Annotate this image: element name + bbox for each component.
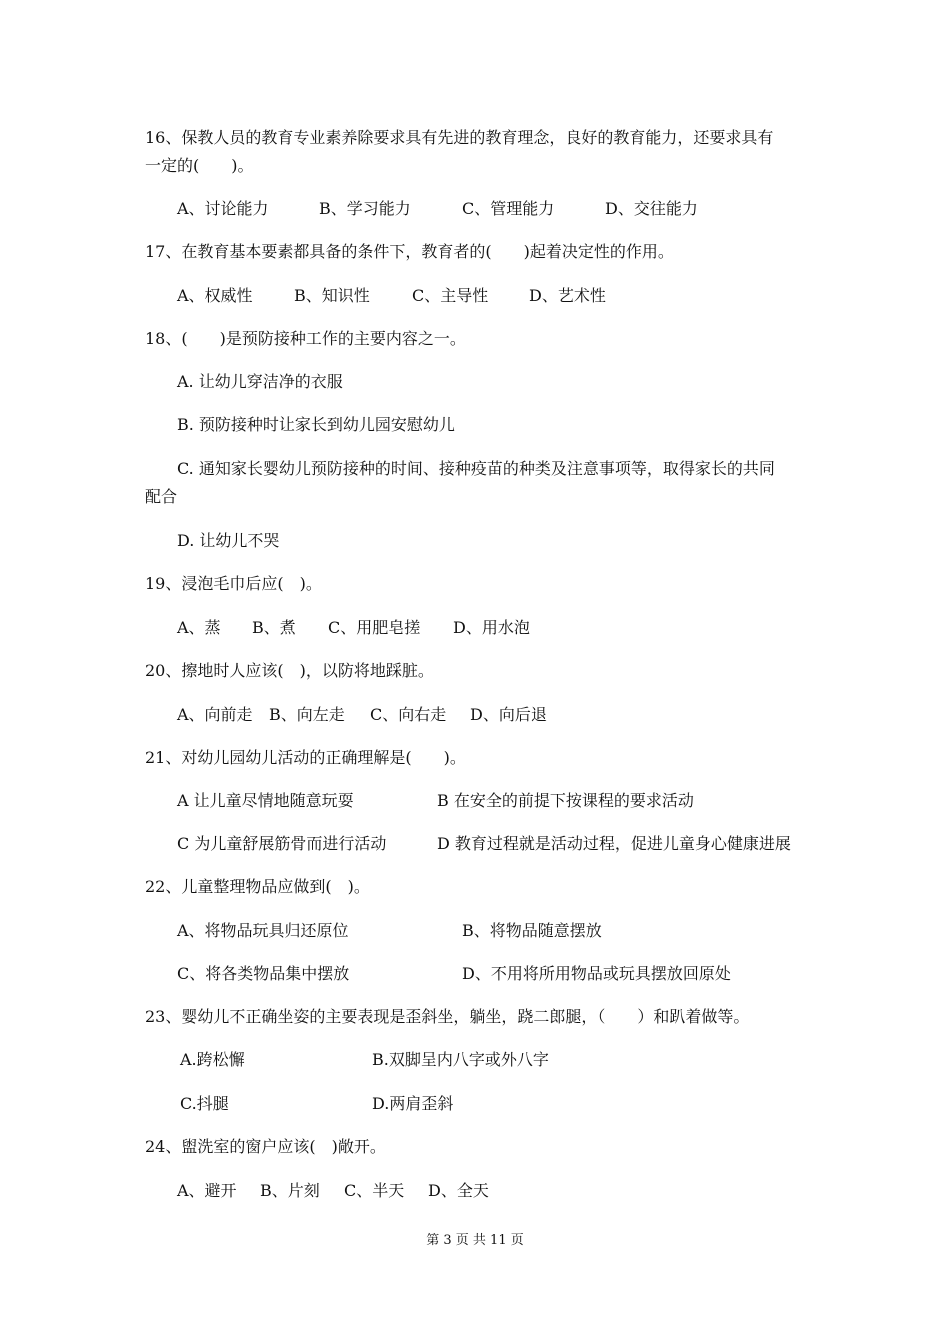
option-24-a: A、避开	[177, 1181, 237, 1200]
option-18-c: C. 通知家长婴幼儿预防接种的时间、接种疫苗的种类及注意事项等，取得家长的共同	[177, 459, 775, 478]
option-21-d: D 教育过程就是活动过程，促进儿童身心健康进展	[437, 834, 791, 853]
option-19-a: A、蒸	[177, 618, 221, 637]
option-20-a: A、向前走	[177, 705, 253, 724]
question-17-text: 17、在教育基本要素都具备的条件下，教育者的( )起着决定性的作用。	[145, 242, 674, 261]
option-17-b: B、知识性	[294, 286, 370, 305]
option-17-c: C、主导性	[412, 286, 489, 305]
option-18-b: B. 预防接种时让家长到幼儿园安慰幼儿	[177, 415, 455, 434]
option-22-b: B、将物品随意摆放	[462, 921, 602, 940]
option-18-c-cont: 配合	[145, 487, 178, 506]
question-21-text: 21、对幼儿园幼儿活动的正确理解是( )。	[145, 748, 466, 767]
option-20-c: C、向右走	[370, 705, 447, 724]
question-23-text: 23、婴幼儿不正确坐姿的主要表现是歪斜坐，躺坐，跷二郎腿，（ ）和趴着做等。	[145, 1007, 750, 1026]
option-24-d: D、全天	[428, 1181, 489, 1200]
question-16-text-cont: 一定的( )。	[145, 156, 254, 175]
option-18-d: D. 让幼儿不哭	[177, 531, 280, 550]
option-23-d: D.两肩歪斜	[372, 1094, 454, 1113]
page-footer: 第 3 页 共 11 页	[426, 1233, 524, 1248]
option-16-a: A、讨论能力	[177, 199, 269, 218]
option-22-d: D、不用将所用物品或玩具摆放回原处	[462, 964, 731, 983]
option-21-b: B 在安全的前提下按课程的要求活动	[437, 791, 694, 810]
question-19-text: 19、浸泡毛巾后应( )。	[145, 574, 322, 593]
option-19-c: C、用肥皂搓	[328, 618, 421, 637]
option-16-b: B、学习能力	[319, 199, 411, 218]
option-23-a: A.跨松懈	[180, 1050, 245, 1069]
option-21-a: A 让儿童尽情地随意玩耍	[177, 791, 354, 810]
option-19-d: D、用水泡	[453, 618, 530, 637]
option-22-a: A、将物品玩具归还原位	[177, 921, 349, 940]
option-23-c: C.抖腿	[180, 1094, 229, 1113]
option-23-b: B.双脚呈内八字或外八字	[372, 1050, 549, 1069]
option-19-b: B、煮	[252, 618, 296, 637]
option-17-a: A、权威性	[177, 286, 253, 305]
option-21-c: C 为儿童舒展筋骨而进行活动	[177, 834, 387, 853]
option-20-b: B、向左走	[269, 705, 345, 724]
option-24-c: C、半天	[344, 1181, 405, 1200]
option-16-c: C、管理能力	[462, 199, 555, 218]
option-17-d: D、艺术性	[529, 286, 606, 305]
question-18-text: 18、( )是预防接种工作的主要内容之一。	[145, 329, 466, 348]
option-18-a: A. 让幼儿穿洁净的衣服	[177, 372, 343, 391]
question-20-text: 20、擦地时人应该( )，以防将地踩脏。	[145, 661, 434, 680]
option-20-d: D、向后退	[470, 705, 547, 724]
option-16-d: D、交往能力	[605, 199, 698, 218]
option-24-b: B、片刻	[260, 1181, 320, 1200]
question-24-text: 24、盥洗室的窗户应该( )敞开。	[145, 1137, 386, 1156]
question-16-text: 16、保教人员的教育专业素养除要求具有先进的教育理念，良好的教育能力，还要求具有	[145, 128, 774, 147]
option-22-c: C、将各类物品集中摆放	[177, 964, 350, 983]
question-22-text: 22、儿童整理物品应做到( )。	[145, 877, 370, 896]
